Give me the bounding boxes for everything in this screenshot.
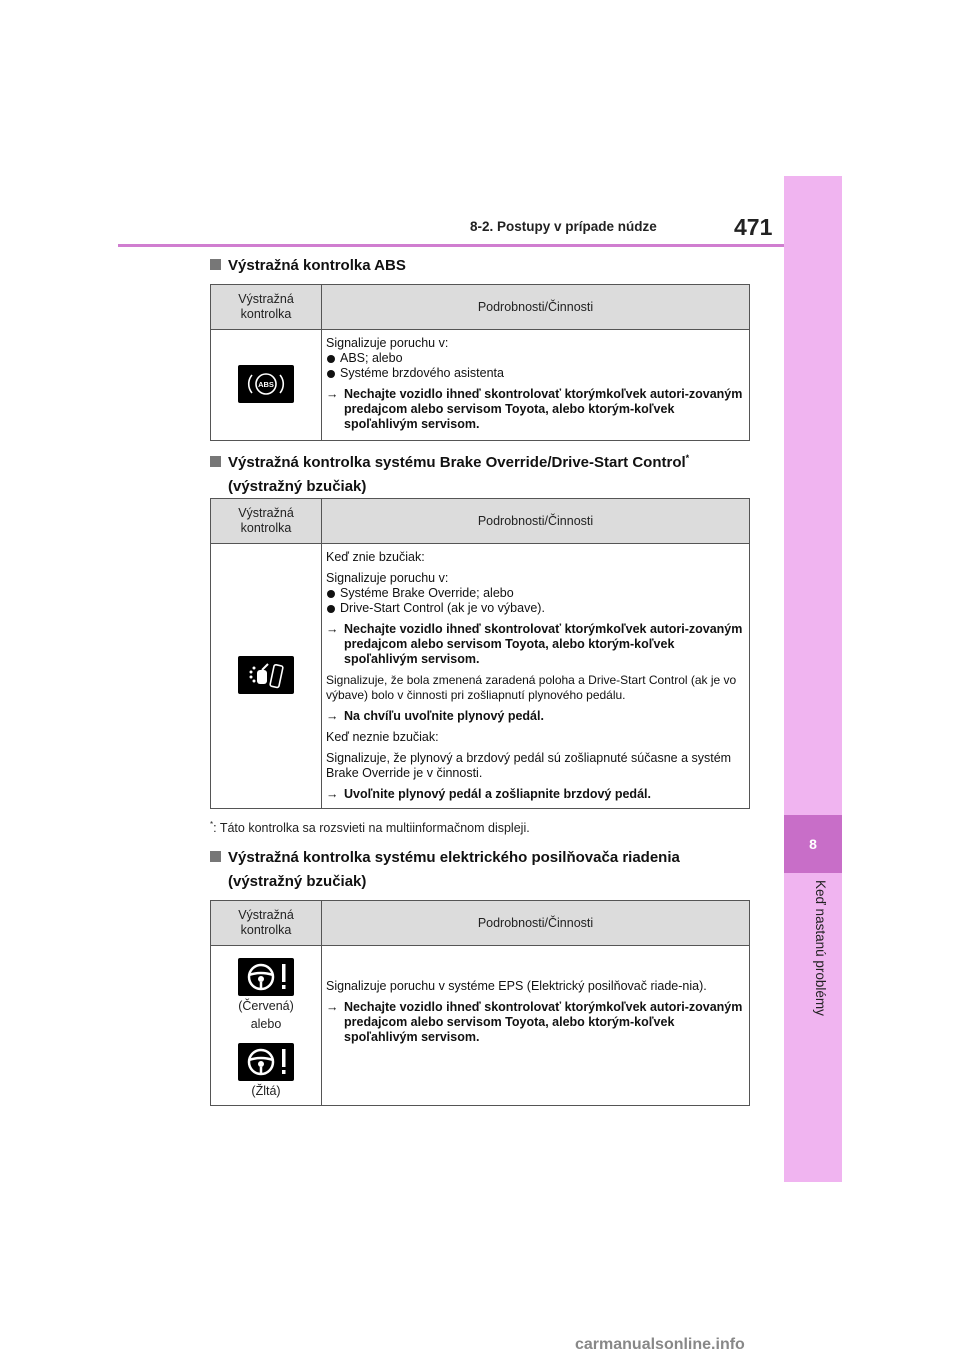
col-header-indicator: Výstražná kontrolka bbox=[211, 901, 322, 946]
action-item bbox=[326, 1000, 743, 1045]
bullet-item: Drive-Start Control (ak je vo výbave). bbox=[326, 601, 743, 616]
action-item bbox=[326, 387, 743, 432]
arrow-icon: → bbox=[326, 387, 339, 401]
footnote bbox=[210, 820, 530, 835]
heading-text: Výstražná kontrolka systému Brake Override/Drive-Start Control bbox=[228, 454, 686, 471]
footnote-marker: * bbox=[685, 453, 690, 463]
arrow-icon: → bbox=[326, 999, 339, 1014]
section-heading-eps bbox=[210, 846, 680, 894]
svg-text:ABS: ABS bbox=[258, 379, 274, 389]
section-heading-abs bbox=[210, 254, 406, 278]
heading-text: Výstražná kontrolka systému elektrického posilňovača riadenia bbox=[228, 849, 680, 866]
details-cell bbox=[322, 544, 750, 809]
col-header-details: Podrobnosti/Činnosti bbox=[322, 901, 750, 946]
action-item bbox=[326, 787, 743, 802]
square-bullet-icon bbox=[210, 259, 221, 270]
page-number: 471 bbox=[734, 214, 773, 240]
detail-text: Keď neznie bzučiak: bbox=[326, 730, 439, 744]
col-header-indicator: Výstražná kontrolka bbox=[211, 499, 322, 544]
heading-subtext: (výstražný bzučiak) bbox=[228, 478, 367, 495]
heading-subtext: (výstražný bzučiak) bbox=[228, 873, 367, 890]
action-item bbox=[326, 709, 743, 724]
icon-label-red: (Červená) bbox=[238, 999, 294, 1013]
brake-override-warning-icon bbox=[238, 656, 294, 694]
action-text: Nechajte vozidlo ihneď skontrolovať ktorýmkoľvek autori-zovaným predajcom alebo servisom Toyota, alebo ktorým-koľvek spoľahlivým servisom. bbox=[344, 622, 743, 666]
action-text: Nechajte vozidlo ihneď skontrolovať ktorýmkoľvek autori-zovaným predajcom alebo servisom Toyota, alebo ktorým-koľvek spoľahlivým servisom. bbox=[344, 999, 743, 1044]
action-text: Uvoľnite plynový pedál a zošliapnite brzdový pedál. bbox=[344, 787, 651, 801]
action-text: Nechajte vozidlo ihneď skontrolovať ktorýmkoľvek autori-zovaným predajcom alebo servisom Toyota, alebo ktorým-koľvek spoľahlivým servisom. bbox=[344, 387, 743, 431]
arrow-icon: → bbox=[326, 709, 339, 723]
chapter-number: 8 bbox=[784, 815, 842, 873]
bullet-item: Systéme brzdového asistenta bbox=[326, 366, 743, 381]
indicator-cell bbox=[211, 544, 322, 809]
indicator-cell bbox=[211, 946, 322, 1106]
details-cell bbox=[322, 330, 750, 441]
icon-label-or: alebo bbox=[250, 1017, 282, 1031]
footnote-text: : Táto kontrolka sa rozsvieti na multiinformačnom displeji. bbox=[213, 821, 530, 836]
arrow-icon: → bbox=[326, 787, 339, 801]
detail-text: Keď znie bzučiak: bbox=[326, 550, 425, 564]
bullet-item: Systéme Brake Override; alebo bbox=[326, 586, 743, 601]
detail-text: Signalizuje poruchu v: bbox=[326, 336, 449, 350]
eps-warning-icon bbox=[238, 958, 294, 996]
detail-text: Signalizuje, že bola zmenená zaradená poloha a Drive-Start Control (ak je vo výbave) bolo v činnosti pri zošliapnutí plynového pedálu. bbox=[326, 673, 737, 702]
watermark: carmanualsonline.info bbox=[575, 1336, 745, 1353]
chapter-title: Keď nastanú problémy bbox=[813, 880, 828, 1016]
section-heading-brake-override bbox=[210, 446, 689, 499]
col-header-details: Podrobnosti/Činnosti bbox=[322, 499, 750, 544]
col-header-indicator: Výstražná kontrolka bbox=[211, 285, 322, 330]
heading-text: Výstražná kontrolka ABS bbox=[228, 257, 406, 274]
eps-warning-icon bbox=[238, 1043, 294, 1081]
arrow-icon: → bbox=[326, 622, 339, 636]
details-cell bbox=[322, 946, 750, 1106]
square-bullet-icon bbox=[210, 456, 221, 467]
action-item bbox=[326, 622, 743, 667]
bullet-item: ABS; alebo bbox=[326, 351, 743, 366]
square-bullet-icon bbox=[210, 851, 221, 862]
abs-table bbox=[210, 284, 750, 441]
eps-table bbox=[210, 900, 750, 1106]
col-header-details: Podrobnosti/Činnosti bbox=[322, 285, 750, 330]
header-rule bbox=[118, 244, 784, 247]
abs-warning-icon bbox=[238, 365, 294, 403]
detail-text: Signalizuje poruchu v: bbox=[326, 571, 449, 585]
detail-text: Signalizuje, že plynový a brzdový pedál sú zošliapnuté súčasne a systém Brake Override je v činnosti. bbox=[326, 751, 732, 780]
detail-text: Signalizuje poruchu v systéme EPS (Elektrický posilňovač riade-nia). bbox=[326, 978, 707, 993]
icon-label-yellow: (Žltá) bbox=[251, 1084, 281, 1098]
section-title: 8-2. Postupy v prípade núdze bbox=[470, 219, 657, 234]
brake-override-table bbox=[210, 498, 750, 809]
action-text: Na chvíľu uvoľnite plynový pedál. bbox=[344, 709, 544, 723]
indicator-cell bbox=[211, 330, 322, 441]
footnote-marker: * bbox=[210, 820, 214, 829]
